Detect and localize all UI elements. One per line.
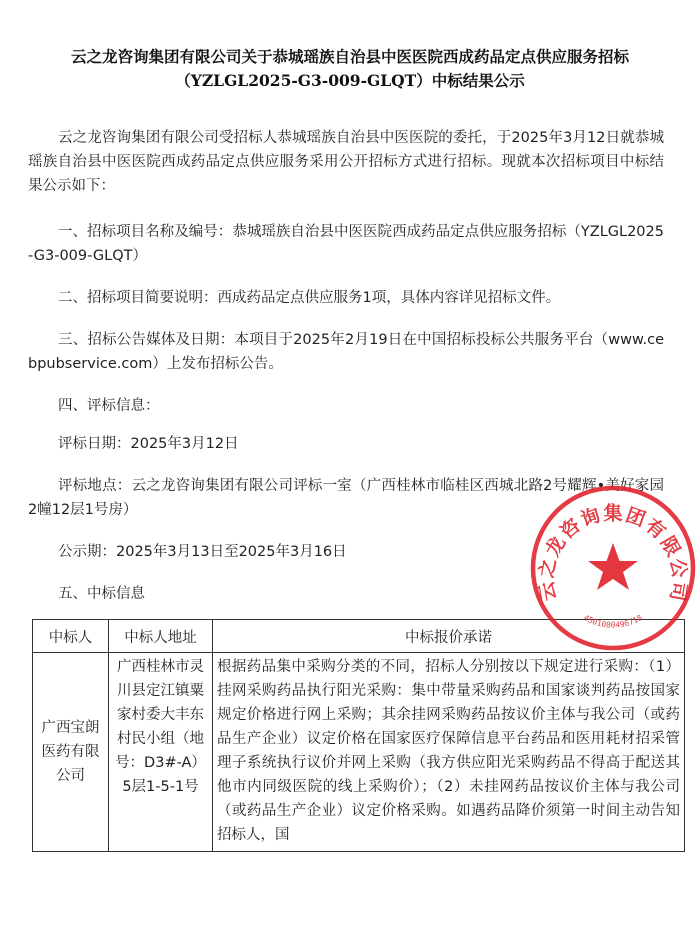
- award-table: [32, 619, 685, 852]
- bid-commitment-text: 根据药品集中采购分类的不同，招标人分别按以下规定进行采购：（1）挂网采购药品执行阳光采购：集中带量采购药品和国家谈判药品按国家规定价格进行网上采购；其余挂网采购药品按议价主体与我公司（或药品生产企业）议定价格在国家医疗保障信息平台药品和医用耗材招采管理子系统执行议价并网上采购（我方供应阳光采购药品不得高于配送其他市内同级医院的线上采购价）；（2）未挂网药品按议价主体与我公司（或药品生产企业）议定价格采购。如遇药品降价须第一时间主动告知招标人，国: [217, 659, 680, 843]
- item-award-heading: 五、中标信息: [58, 586, 145, 602]
- seal-company-name: 云之龙咨询集团有限公司: [535, 502, 691, 603]
- cell-address: [109, 653, 213, 852]
- header-winner-address: 中标人地址: [109, 620, 213, 653]
- winner-address: 广西桂林市灵川县定江镇粟家村委大丰东村民小组（地号：D3#-A）5层1-5-1号: [115, 659, 206, 795]
- table-row: [33, 653, 685, 852]
- cell-offer: [213, 653, 685, 852]
- company-seal: [528, 483, 698, 653]
- winner-name: 广西宝朗医药有限公司: [41, 720, 100, 784]
- item-evaluation-heading: 四、评标信息：: [58, 398, 160, 414]
- item-project-name: 一、招标项目名称及编号：恭城瑶族自治县中医医院西成药品定点供应服务招标（YZLGL2025-G3-009-GLQT）: [28, 224, 664, 264]
- seal-number: 4501080496718: [582, 613, 644, 630]
- document-title: 云之龙咨询集团有限公司关于恭城瑶族自治县中医医院西成药品定点供应服务招标（YZLGL2025-G3-009-GLQT）中标结果公示: [70, 47, 629, 90]
- notice-period: 公示期：2025年3月13日至2025年3月16日: [58, 544, 347, 560]
- cell-winner: [33, 653, 109, 852]
- evaluation-place: 评标地点：云之龙咨询集团有限公司评标一室（广西桂林市临桂区西城北路2号耀辉•美好家园2幢12层1号房）: [28, 478, 664, 518]
- item-announcement-media: 三、招标公告媒体及日期：本项目于2025年2月19日在中国招标投标公共服务平台（www.cebpubservice.com）上发布招标公告。: [28, 332, 664, 372]
- header-bid-commitment: 中标报价承诺: [213, 620, 685, 653]
- intro-paragraph: 云之龙咨询集团有限公司受招标人恭城瑶族自治县中医医院的委托，于2025年3月12日就恭城瑶族自治县中医医院西成药品定点供应服务采用公开招标方式进行招标。现就本次招标项目中标结果公示如下：: [28, 130, 664, 194]
- header-winner: 中标人: [33, 620, 109, 653]
- evaluation-date: 评标日期：2025年3月12日: [58, 436, 239, 452]
- star-icon: [588, 543, 638, 590]
- item-project-summary: 二、招标项目简要说明：西成药品定点供应服务1项，具体内容详见招标文件。: [58, 290, 561, 306]
